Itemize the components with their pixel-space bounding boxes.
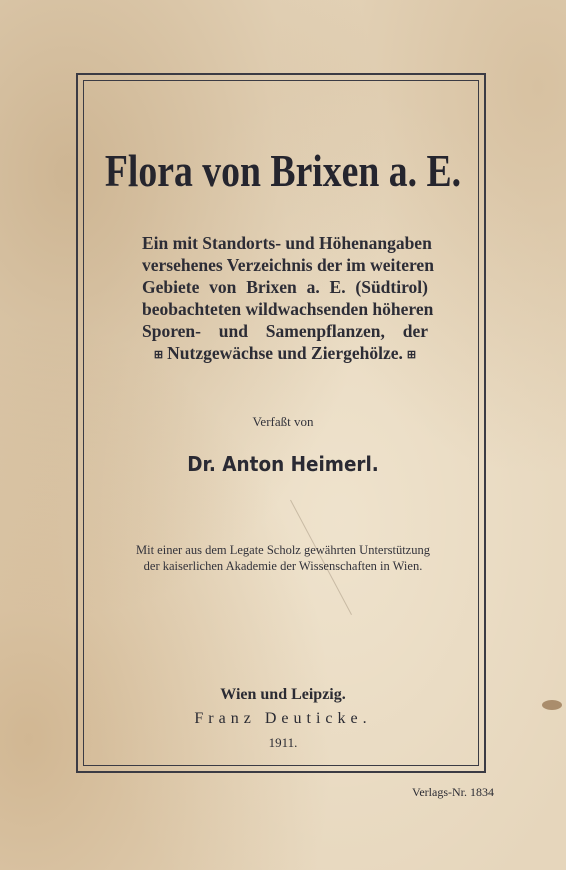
book-title: Flora von Brixen a. E.: [104, 145, 462, 196]
publication-place: Wien und Leipzig.: [220, 686, 346, 703]
verlag-number: Verlags-Nr. 1834: [412, 785, 494, 799]
paper-stain: [542, 700, 562, 710]
description-line: Sporen- und Samenpflanzen, der: [142, 321, 428, 341]
description-line: Gebiete von Brixen a. E. (Südtirol): [142, 277, 428, 297]
description-last-line: [142, 342, 428, 366]
description-line: Nutzgewächse und Ziergehölze.: [167, 343, 403, 363]
support-note: [0, 542, 566, 574]
description-line: versehenes Verzeichnis der im weiteren: [142, 255, 434, 275]
publication-year: 1911.: [268, 735, 298, 750]
square-ornament-icon: ⊞: [153, 348, 164, 361]
author-name: Dr. Anton Heimerl.: [187, 452, 379, 476]
support-line: der kaiserlichen Akademie der Wissenschaften in Wien.: [143, 559, 423, 573]
book-description: [142, 232, 434, 366]
description-line: Ein mit Standorts- und Höhenangaben: [142, 233, 432, 253]
support-line: Mit einer aus dem Legate Scholz gewährten Unterstützung: [135, 543, 430, 557]
description-line: beobachteten wildwachsenden höheren: [142, 299, 434, 319]
author-prefix: Verfaßt von: [252, 414, 314, 429]
square-ornament-icon: ⊞: [406, 348, 417, 361]
publisher-name: Franz Deuticke.: [194, 710, 372, 727]
